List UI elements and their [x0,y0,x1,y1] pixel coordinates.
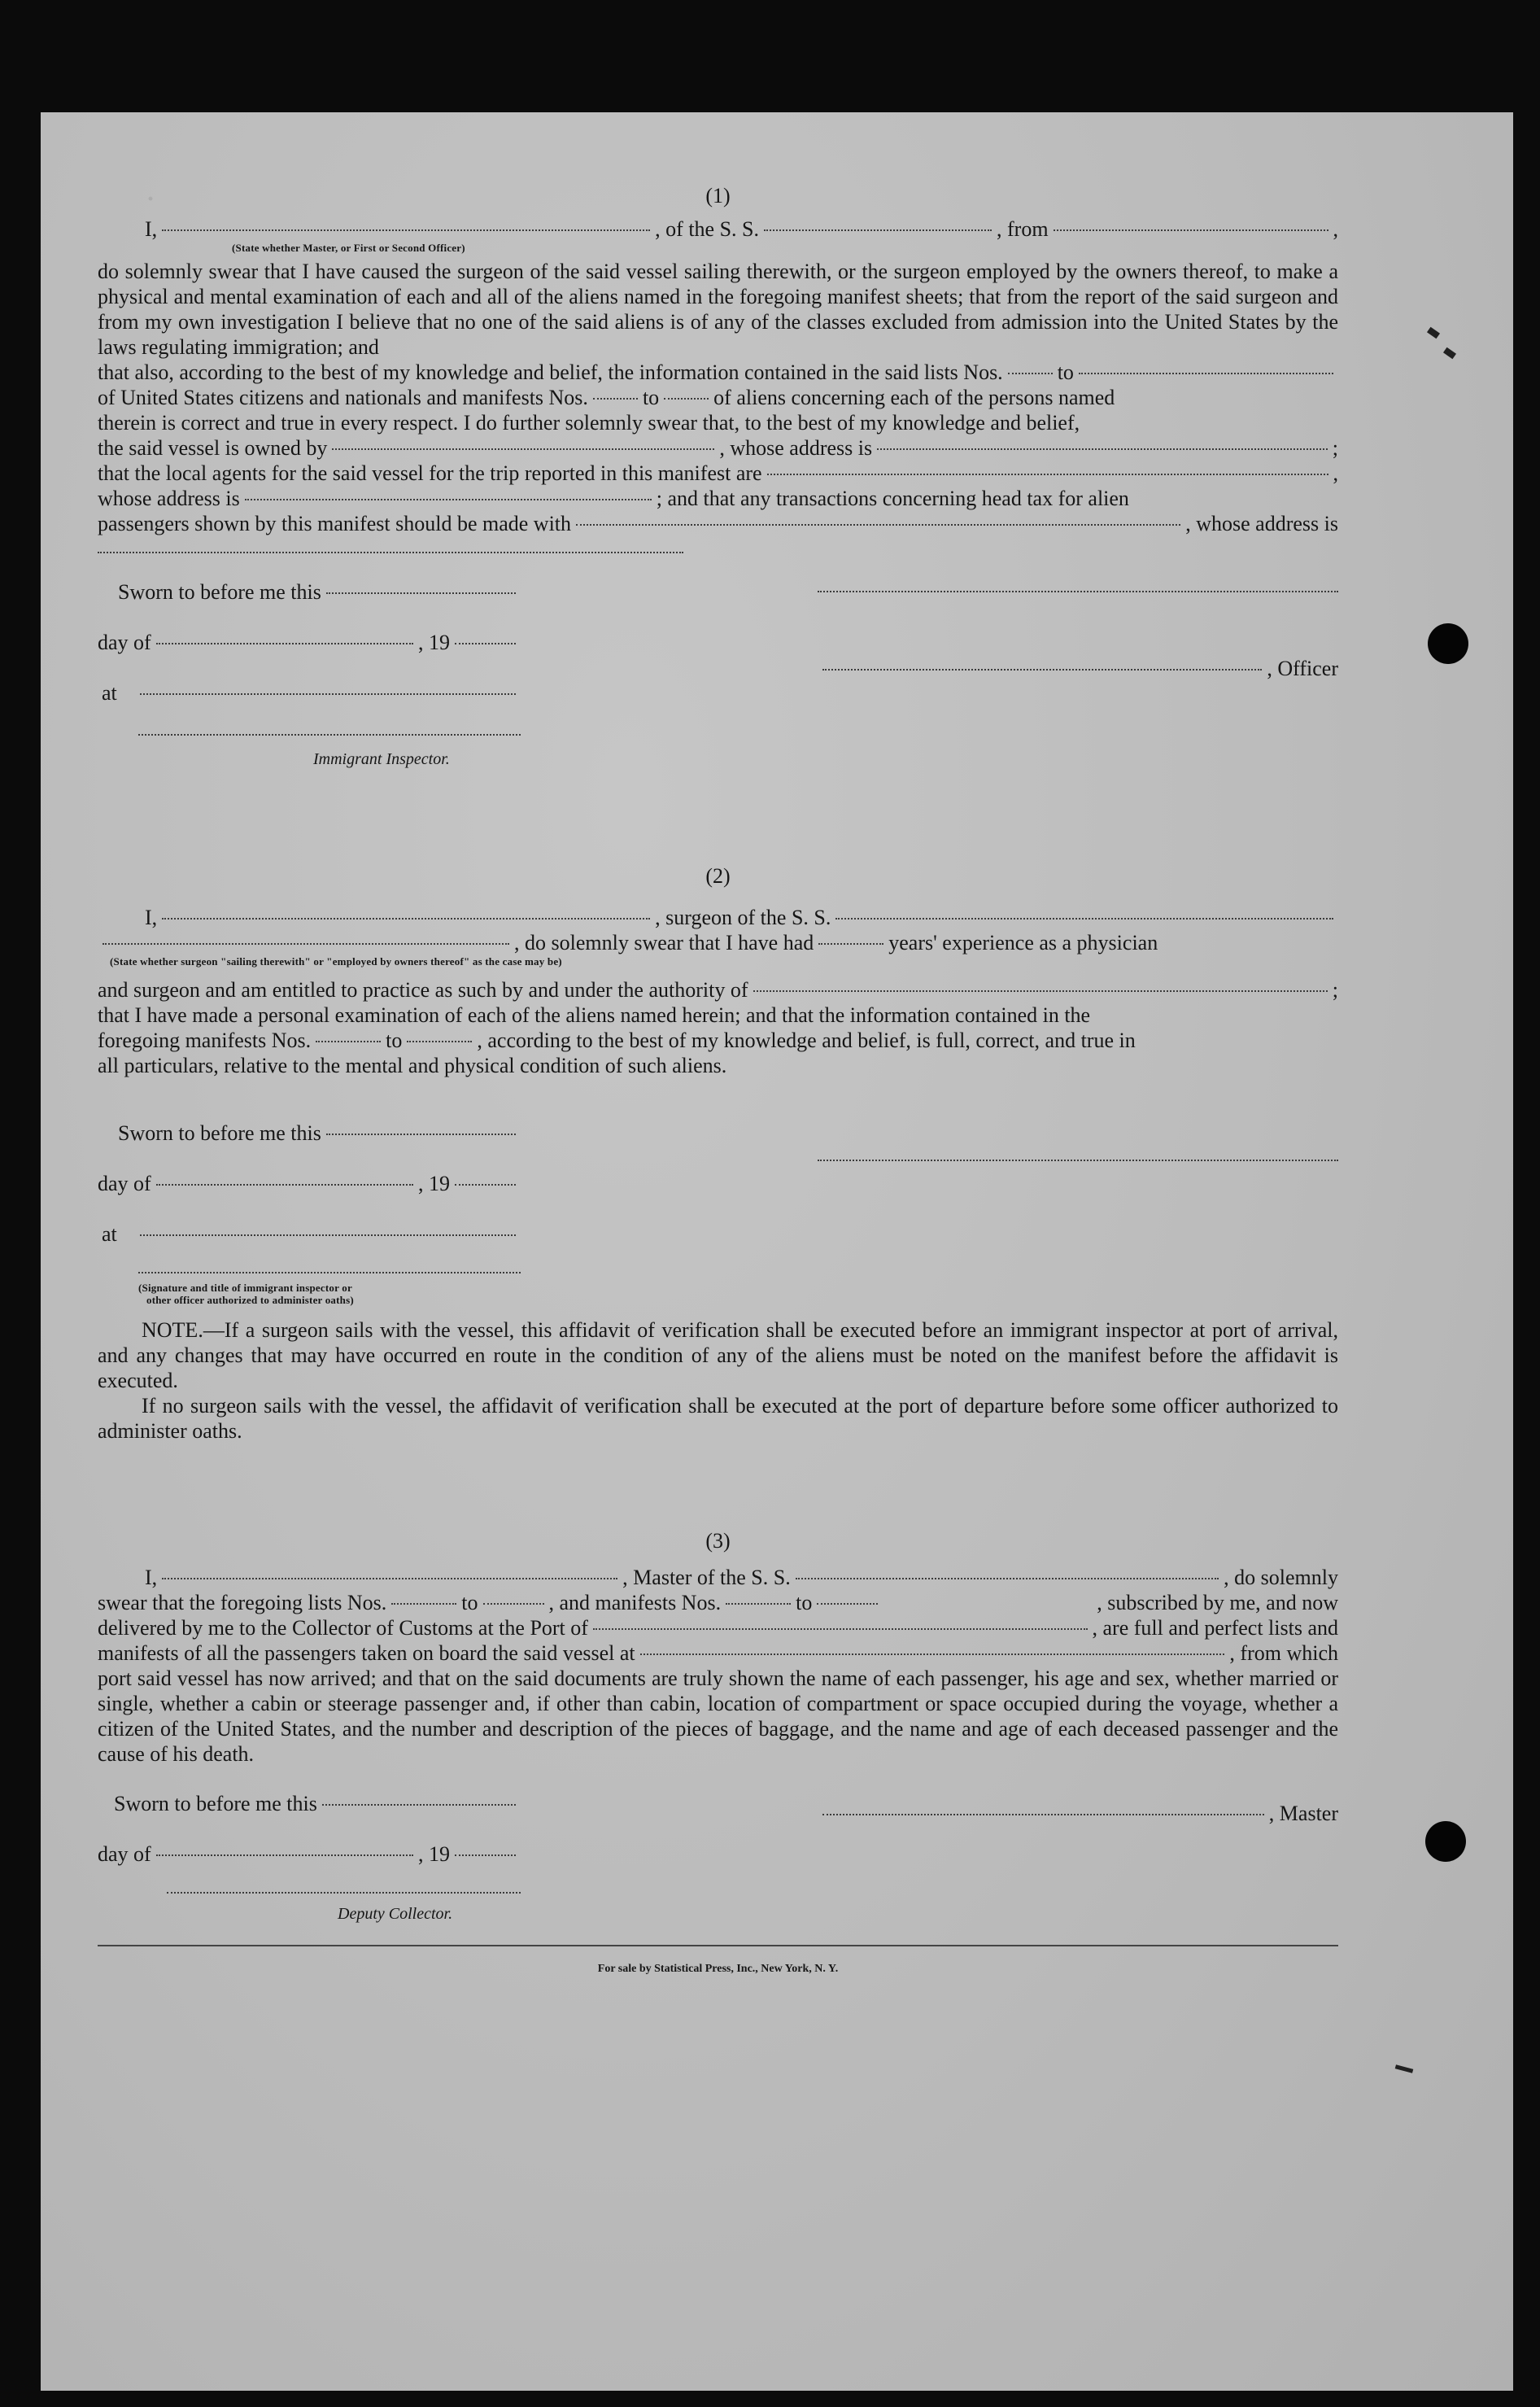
owner-field[interactable] [332,448,714,450]
agents-text: that the local agents for the said vessel for the trip reported in this manifest are [98,461,762,485]
semicolon: ; [1332,978,1338,1002]
surgeon-of-label: , surgeon of the S. S. [655,906,831,929]
surgeon-name-field[interactable] [162,917,650,920]
foregoing-line [98,1028,1338,1053]
foregoing-from-field[interactable] [316,1040,381,1042]
bleed-through-mark: · [146,186,155,212]
section-2-number: (2) [705,864,731,888]
section-2-i: I, [145,906,158,929]
lists-from-field[interactable] [1008,372,1053,374]
section-1-header-line: I, , of the S. S. , from , [145,217,1338,241]
section-1-paragraph: do solemnly swear that I have caused the surgeon of the said vessel sailing therewith, or the surgeon employed by the owners thereof, to make a physical and mental examination of each and all of the aliens named in the foregoing manifest sheets; that from the report of the said surgeon and from my own investigation I believe that no one of the said aliens is of any of the classes excluded from admission into the United States by the laws regulating immigration; and [98,260,1338,359]
year-field[interactable] [455,1854,516,1856]
binder-hole-bottom [1425,1821,1466,1862]
section-3-header-line [98,1565,1338,1590]
master-row [818,1801,1338,1826]
foregoing-rest: , according to the best of my knowledge and belief, is full, correct, and true in [477,1029,1136,1052]
citizens-text: of United States citizens and nationals and manifests Nos. [98,386,588,409]
year-field[interactable] [455,642,516,644]
day-of-label: day of [98,1172,151,1195]
from-label: , from [997,217,1049,241]
experience-line [98,930,1338,955]
manifests-to-label: to [796,1591,813,1614]
master-name-field[interactable] [162,1577,617,1579]
authorized-officer-signature-field[interactable] [138,1271,521,1273]
at-row [98,680,521,706]
agents-line [98,461,1338,486]
note-paragraph-2: If no surgeon sails with the vessel, the affidavit of verification shall be executed at the port of departure before some officer authorized to administer oaths. [98,1394,1338,1443]
section-1-number: (1) [705,184,731,208]
year-prefix: , 19 [418,631,450,654]
signature-note-2: other officer authorized to administer oaths) [146,1294,354,1306]
section-2-header-line [98,905,1338,930]
year-prefix: , 19 [418,1842,450,1866]
citizens-line [98,385,1338,410]
of-ss-label: , of the S. S. [655,217,760,241]
day-of-label: day of [98,631,151,654]
section-3-number: (3) [705,1529,731,1553]
at-label: at [102,681,117,705]
sworn-label: Sworn to before me this [118,580,321,604]
footer-rule [98,1945,1338,1946]
at-row [98,1221,521,1247]
agents-field[interactable] [767,473,1328,475]
section-1-sworn-block [98,579,1338,772]
lists-to-label: to [1057,360,1074,384]
at-field[interactable] [140,692,516,695]
sworn-date-field[interactable] [322,1803,516,1806]
affidavit-form [98,183,1338,1981]
owner-address-label: , whose address is [719,436,873,460]
day-row [98,630,521,655]
sworn-label: Sworn to before me this [114,1792,317,1815]
boarding-port-field[interactable] [640,1653,1225,1655]
sworn-row [98,1120,521,1146]
note-paragraph-1: NOTE.—If a surgeon sails with the vessel, this affidavit of verification shall be executed before an immigrant inspector at port of arrival, and any changes that may have occurred en route in the condition of any of the aliens must be noted on the manifest before the affidavit is executed. [98,1318,1338,1392]
officer-signature-top[interactable] [818,590,1338,592]
master-of-label: , Master of the S. S. [622,1566,791,1589]
contact-address-label: , whose address is [1185,512,1338,535]
day-of-label: day of [98,1842,151,1866]
immigrant-inspector-label: Immigrant Inspector. [313,750,450,768]
manifests-text: , and manifests Nos. [548,1591,722,1614]
officer-row [818,656,1338,681]
manifests-from-field[interactable] [726,1602,791,1605]
agents-address-field[interactable] [245,498,652,500]
delivered-text: delivered by me to the Collector of Customs at the Port of [98,1616,588,1640]
manifests-from-field[interactable] [593,397,638,400]
section-2-sworn-block [98,1120,1338,1306]
master-label: , Master [1268,1802,1338,1825]
section-1-i: I, [145,217,158,241]
section-3-paragraph: port said vessel has now arrived; and that on the said documents are truly shown the name of each passenger, his age and sex, whether married or single, whether a cabin or steerage passenger and, if other than cabin, location of compartment or space occupied during the voyage, whether a citizen of the United States, and the number and description of the pieces of baggage, and the name and age of each deceased passenger and the cause of his death. [98,1667,1338,1766]
sworn-date-field[interactable] [326,1133,516,1135]
master-ship-field[interactable] [796,1577,1219,1579]
surgeon-ship-field[interactable] [835,917,1333,920]
inspector-signature-field[interactable] [138,733,521,736]
officer-signature-field[interactable] [822,668,1262,671]
surgeon-signature-field[interactable] [818,1159,1338,1161]
delivered-line [98,1615,1338,1640]
agents-address-label: whose address is [98,487,240,510]
lists-line [98,360,1338,385]
lists-text: that also, according to the best of my knowledge and belief, the information contained in the said lists Nos. [98,360,1003,384]
master-signature-field[interactable] [822,1813,1264,1815]
perfect-lists-text: , are full and perfect lists and [1092,1616,1338,1640]
passengers-text: passengers shown by this manifest should be made with [98,512,572,535]
section-3-sworn-block [98,1791,1338,1927]
officer-rank-note: (State whether Master, or First or Second Officer) [232,242,465,254]
manifests-to-label: to [642,386,660,409]
sworn-row [98,1791,521,1816]
authority-line [98,977,1338,1003]
day-row [98,1841,521,1867]
year-prefix: , 19 [418,1172,450,1195]
authority-field[interactable] [753,989,1328,992]
authority-text: and surgeon and am entitled to practice as such by and under the authority of [98,978,748,1002]
manifests-to-field[interactable] [664,397,709,400]
sworn-row [98,579,521,605]
examination-line: that I have made a personal examination of each of the aliens named herein; and that the information contained in the [98,1003,1091,1027]
day-of-field[interactable] [156,1854,413,1856]
lists-to-field[interactable] [483,1602,544,1605]
surgeon-type-note: (State whether surgeon "sailing therewith" or "employed by owners thereof" as the case may be) [110,955,562,968]
departure-port-field[interactable] [1054,229,1328,231]
from-which-text: , from which [1229,1641,1338,1665]
owned-text: the said vessel is owned by [98,436,328,460]
swear-lists-line [98,1590,1338,1615]
day-of-field[interactable] [156,642,413,644]
at-field[interactable] [140,1234,516,1236]
manifests-line [98,1640,1338,1666]
passengers-line [98,511,1338,536]
surgeon-type-field[interactable] [103,942,509,945]
year-field[interactable] [455,1183,516,1186]
at-label: at [102,1222,117,1246]
experience-text: , do solemnly swear that I have had [514,931,814,954]
years-label: years' experience as a physician [888,931,1158,954]
signature-note-1: (Signature and title of immigrant inspector or [138,1282,352,1294]
solemnly-label: , do solemnly [1224,1566,1338,1589]
deputy-collector-label: Deputy Collector. [338,1905,453,1923]
subscribed-text: , subscribed by me, and now [1097,1591,1338,1614]
agents-address-line [98,486,1338,511]
aliens-text: of aliens concerning each of the persons named [713,386,1115,409]
particulars-line: all particulars, relative to the mental and physical condition of such aliens. [98,1054,727,1077]
sworn-label: Sworn to before me this [118,1121,321,1145]
deputy-collector-signature-field[interactable] [167,1891,521,1894]
officer-label: , Officer [1267,657,1338,680]
foregoing-to-field[interactable] [407,1040,472,1042]
day-of-field[interactable] [156,1183,413,1186]
manifests-to-field[interactable] [817,1602,878,1605]
ship-name-field[interactable] [764,229,992,231]
lists-from-field[interactable] [391,1602,456,1605]
binder-hole-top [1428,623,1468,664]
section-3-i: I, [145,1566,158,1589]
printer-imprint: For sale by Statistical Press, Inc., New York, N. Y. [597,1963,839,1975]
swear-lists-text: swear that the foregoing lists Nos. [98,1591,387,1614]
foregoing-to-label: to [386,1029,403,1052]
day-row [98,1171,521,1196]
owned-line [98,435,1338,461]
lists-to-field[interactable] [1079,372,1333,374]
semicolon: ; [1332,436,1338,460]
foregoing-text: foregoing manifests Nos. [98,1029,312,1052]
true-line: therein is correct and true in every respect. I do further solemnly swear that, to the best of my knowledge and belief, [98,411,1080,435]
head-tax-text: ; and that any transactions concerning head tax for alien [656,487,1129,510]
head-tax-contact-field[interactable] [576,523,1180,526]
manifests-passengers-text: manifests of all the passengers taken on board the said vessel at [98,1641,635,1665]
lists-to-label: to [461,1591,478,1614]
owner-address-field[interactable] [877,448,1328,450]
port-field[interactable] [593,1627,1088,1630]
comma: , [1333,461,1338,485]
years-field[interactable] [818,942,883,945]
officer-name-field[interactable] [162,229,650,231]
sworn-date-field[interactable] [326,592,516,594]
